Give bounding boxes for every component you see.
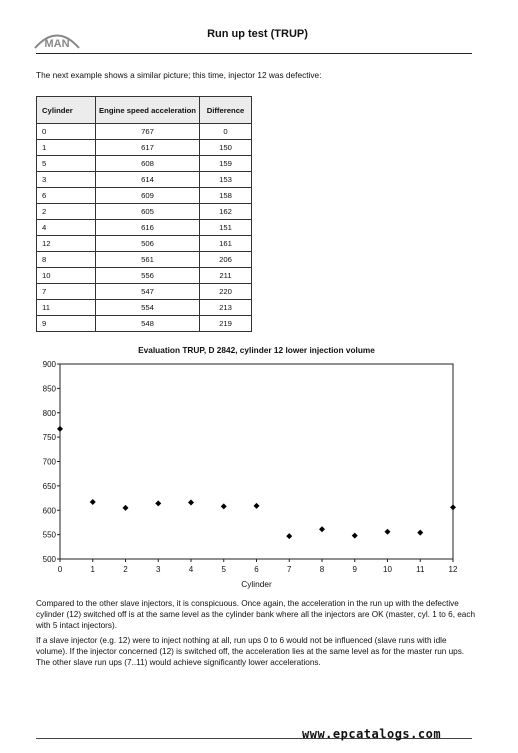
x-tick-label: 1 [90, 565, 95, 574]
cell-acceleration: 767 [96, 124, 200, 140]
cell-difference: 153 [200, 172, 252, 188]
x-tick-label: 2 [123, 565, 128, 574]
scatter-chart [0, 355, 518, 595]
cell-acceleration: 616 [96, 220, 200, 236]
table-row [37, 172, 252, 188]
cell-difference: 211 [200, 268, 252, 284]
cell-difference: 219 [200, 316, 252, 332]
y-tick-label: 850 [42, 384, 56, 394]
cell-acceleration: 561 [96, 252, 200, 268]
cell-difference: 213 [200, 300, 252, 316]
cell-cylinder: 4 [37, 220, 96, 236]
x-tick-label: 5 [221, 565, 226, 574]
cell-cylinder: 5 [37, 156, 96, 172]
cell-acceleration: 617 [96, 140, 200, 156]
cell-difference: 162 [200, 204, 252, 220]
y-tick-label: 600 [42, 506, 56, 516]
cell-cylinder: 0 [37, 124, 96, 140]
table-row [37, 156, 252, 172]
y-tick-label: 700 [42, 457, 56, 467]
x-tick-label: 10 [383, 565, 392, 574]
cell-acceleration: 614 [96, 172, 200, 188]
man-logo [33, 27, 81, 51]
plot-area [60, 364, 453, 559]
cell-cylinder: 7 [37, 284, 96, 300]
table-row [37, 316, 252, 332]
x-tick-label: 6 [254, 565, 259, 574]
x-tick-label: 8 [319, 565, 325, 574]
logo-text: MAN [44, 38, 70, 50]
cell-cylinder: 2 [37, 204, 96, 220]
x-tick-label: 11 [416, 565, 425, 574]
table-row [37, 124, 252, 140]
x-tick-label: 4 [188, 565, 194, 574]
cell-acceleration: 547 [96, 284, 200, 300]
x-tick-label: 3 [156, 565, 161, 574]
y-tick-label: 500 [42, 555, 56, 564]
y-tick-label: 650 [42, 481, 56, 491]
table-row [37, 188, 252, 204]
cell-acceleration: 556 [96, 268, 200, 284]
cell-acceleration: 605 [96, 204, 200, 220]
cell-acceleration: 608 [96, 156, 200, 172]
table-row [37, 252, 252, 268]
cell-cylinder: 12 [37, 236, 96, 252]
column-header-acceleration: Engine speed acceleration [96, 97, 200, 124]
cell-difference: 158 [200, 188, 252, 204]
page-title: Run up test (TRUP) [207, 28, 308, 40]
cell-difference: 220 [200, 284, 252, 300]
cell-cylinder: 8 [37, 252, 96, 268]
cell-cylinder: 3 [37, 172, 96, 188]
table-row [37, 300, 252, 316]
watermark: www.epcatalogs.com [302, 727, 442, 741]
cylinder-table [36, 96, 252, 332]
intro-text: The next example shows a similar picture; this time, injector 12 was defective: [36, 70, 322, 80]
y-tick-label: 550 [42, 530, 56, 540]
cell-acceleration: 506 [96, 236, 200, 252]
table-row [37, 284, 252, 300]
table-row [37, 236, 252, 252]
x-tick-label: 12 [448, 565, 458, 574]
cell-difference: 159 [200, 156, 252, 172]
cell-acceleration: 554 [96, 300, 200, 316]
table-row [37, 268, 252, 284]
y-tick-label: 800 [42, 408, 56, 418]
table-header-row [37, 97, 252, 124]
cell-cylinder: 6 [37, 188, 96, 204]
x-tick-label: 0 [57, 565, 63, 574]
x-tick-label: 9 [352, 565, 357, 574]
cell-cylinder: 10 [37, 268, 96, 284]
cell-cylinder: 11 [37, 300, 96, 316]
cell-acceleration: 548 [96, 316, 200, 332]
cell-difference: 0 [200, 124, 252, 140]
y-tick-label: 750 [42, 433, 56, 443]
cell-difference: 150 [200, 140, 252, 156]
table-row [37, 204, 252, 220]
table-row [37, 220, 252, 236]
table-row [37, 140, 252, 156]
cell-difference: 206 [200, 252, 252, 268]
header-divider [36, 53, 472, 54]
cell-difference: 161 [200, 236, 252, 252]
cell-cylinder: 1 [37, 140, 96, 156]
paragraph-1: Compared to the other slave injectors, it is conspicuous. Once again, the acceleration in the run up with the defective cylinder (12) switched off is at the same level as the cylinder bank where all the injectors are OK (master, cyl. 1 to 6, each with 5 intact injectors). [36, 599, 475, 630]
chart-title: Evaluation TRUP, D 2842, cylinder 12 lower injection volume [138, 345, 375, 355]
y-axis [43, 360, 60, 564]
cell-cylinder: 9 [37, 316, 96, 332]
y-tick-label: 900 [42, 360, 56, 369]
column-header-cylinder: Cylinder [37, 97, 96, 124]
cell-acceleration: 609 [96, 188, 200, 204]
x-axis [58, 559, 458, 574]
x-tick-label: 7 [287, 565, 292, 574]
cell-difference: 151 [200, 220, 252, 236]
paragraph-2: If a slave injector (e.g. 12) were to inject nothing at all, run ups 0 to 6 would not be influenced (slave runs with idle volume). If the injector concerned (12) is switched off, the acceleration lies at the same level as for the master run ups. The other slave run ups (7..11) would achieve significantly lower accelerations. [36, 636, 465, 667]
column-header-difference: Difference [200, 97, 252, 124]
x-axis-label: Cylinder [241, 579, 272, 589]
